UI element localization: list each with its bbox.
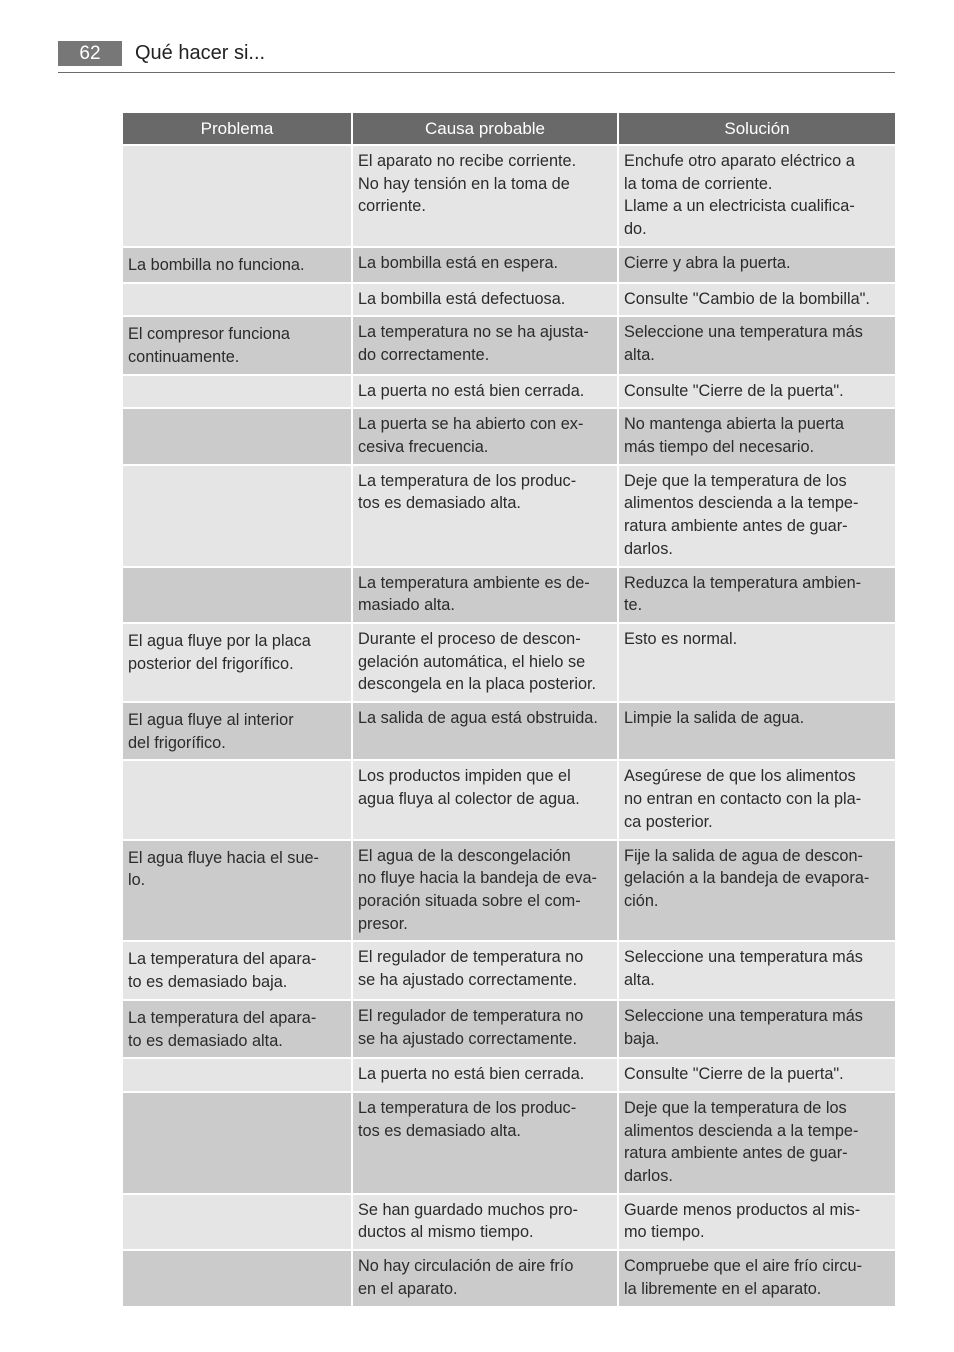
cause-text-line: No hay tensión en la toma de [358, 174, 570, 193]
cause-text-line: gelación automática, el hielo se [358, 652, 586, 671]
solution-text-line: gelación a la bandeja de evapora- [624, 869, 870, 888]
solution-text-line: Consulte "Cierre de la puerta". [624, 1065, 844, 1084]
problem-text-line: to es demasiado baja. [128, 973, 288, 992]
solution-text-line: do. [624, 220, 647, 239]
problem-text-line: El agua fluye por la placa [128, 631, 311, 650]
cause-text-line: se ha ajustado correctamente. [358, 1029, 578, 1048]
cause-text-line: La bombilla está defectuosa. [358, 289, 566, 308]
problem-cell [123, 1001, 351, 1057]
table-row [123, 1059, 895, 1091]
table-row [123, 1093, 895, 1193]
solution-cell [619, 317, 895, 373]
cause-text-line: no fluye hacia la bandeja de eva- [358, 869, 597, 888]
solution-cell [619, 1251, 895, 1305]
cause-text-line: ductos al mismo tiempo. [358, 1223, 534, 1242]
cause-cell [353, 466, 617, 566]
cause-cell [353, 1059, 617, 1091]
cause-cell [353, 1093, 617, 1193]
solution-cell [619, 1059, 895, 1091]
cause-text-line: El regulador de temperatura no [358, 948, 584, 967]
problem-cell [123, 317, 351, 373]
problem-cell [123, 146, 351, 246]
cause-text-line: corriente. [358, 197, 426, 216]
solution-text-line: ratura ambiente antes de guar- [624, 1144, 848, 1163]
solution-cell [619, 466, 895, 566]
table-row [123, 761, 895, 838]
solution-text-line: Reduzca la temperatura ambien- [624, 573, 862, 592]
solution-text-line: Consulte "Cambio de la bombilla". [624, 289, 870, 308]
solution-text-line: te. [624, 596, 643, 615]
solution-text-line: ción. [624, 891, 659, 910]
cause-text-line: El regulador de temperatura no [358, 1006, 584, 1025]
solution-text-line: Guarde menos productos al mis- [624, 1200, 861, 1219]
cause-text-line: masiado alta. [358, 596, 455, 615]
cause-text-line: presor. [358, 914, 408, 933]
cause-text-line: tos es demasiado alta. [358, 494, 521, 513]
problem-text-line: lo. [128, 871, 146, 890]
solution-text-line: Enchufe otro aparato eléctrico a [624, 152, 855, 170]
table-row [123, 284, 895, 316]
cause-text-line: La bombilla está en espera. [358, 253, 559, 272]
problem-text-line: posterior del frigorífico. [128, 654, 294, 673]
page-number: 62 [58, 41, 122, 66]
solution-text-line: Seleccione una temperatura más [624, 948, 863, 967]
troubleshooting-table [121, 111, 897, 1308]
page-header [58, 40, 895, 73]
problem-cell [123, 624, 351, 701]
problem-cell [123, 568, 351, 622]
solution-text-line: la toma de corriente. [624, 174, 773, 193]
table-row [123, 1195, 895, 1249]
cause-text-line: agua fluya al colector de agua. [358, 790, 580, 809]
solution-text-line: Compruebe que el aire frío circu- [624, 1257, 862, 1276]
solution-cell [619, 841, 895, 941]
solution-text-line: Esto es normal. [624, 629, 738, 648]
solution-text-line: Deje que la temperatura de los [624, 471, 847, 490]
problem-text-line: El compresor funciona [128, 325, 290, 344]
solution-text-line: Fije la salida de agua de descon- [624, 846, 863, 865]
problem-cell [123, 248, 351, 282]
cause-cell [353, 284, 617, 316]
solution-cell [619, 1001, 895, 1057]
cause-text-line: La temperatura de los produc- [358, 471, 577, 490]
solution-cell [619, 1093, 895, 1193]
solution-text-line: mo tiempo. [624, 1223, 705, 1242]
solution-cell [619, 761, 895, 838]
solution-text-line: Llame a un electricista cualifica- [624, 197, 855, 216]
cause-text-line: El aparato no recibe corriente. [358, 152, 577, 170]
cause-cell [353, 568, 617, 622]
cause-cell [353, 841, 617, 941]
column-header-cause: Causa probable [353, 113, 617, 144]
table-row [123, 624, 895, 701]
problem-cell [123, 761, 351, 838]
cause-text-line: tos es demasiado alta. [358, 1121, 521, 1140]
cause-cell [353, 703, 617, 759]
table-row [123, 248, 895, 282]
cause-cell [353, 1001, 617, 1057]
cause-cell [353, 317, 617, 373]
table-row [123, 703, 895, 759]
solution-cell [619, 703, 895, 759]
problem-text-line: El agua fluye hacia el sue- [128, 848, 319, 867]
problem-cell [123, 376, 351, 408]
solution-cell [619, 942, 895, 998]
solution-cell [619, 376, 895, 408]
problem-cell [123, 1251, 351, 1305]
solution-text-line: Limpie la salida de agua. [624, 709, 805, 728]
cause-text-line: No hay circulación de aire frío [358, 1257, 574, 1276]
solution-cell [619, 409, 895, 463]
table-row [123, 1251, 895, 1305]
table-row [123, 942, 895, 998]
table-row [123, 317, 895, 373]
table-row [123, 1001, 895, 1057]
cause-cell [353, 409, 617, 463]
solution-cell [619, 1195, 895, 1249]
cause-text-line: descongela en la placa posterior. [358, 675, 597, 694]
solution-cell [619, 248, 895, 282]
problem-text-line: continuamente. [128, 347, 240, 366]
solution-text-line: darlos. [624, 1167, 673, 1186]
solution-text-line: más tiempo del necesario. [624, 438, 815, 457]
problem-text-line: La temperatura del apara- [128, 950, 317, 969]
cause-text-line: La puerta se ha abierto con ex- [358, 415, 584, 434]
cause-text-line: do correctamente. [358, 345, 490, 364]
cause-cell [353, 376, 617, 408]
problem-cell [123, 1195, 351, 1249]
cause-text-line: cesiva frecuencia. [358, 438, 489, 457]
solution-cell [619, 568, 895, 622]
column-header-solution: Solución [619, 113, 895, 144]
solution-text-line: No mantenga abierta la puerta [624, 415, 844, 434]
solution-text-line: la libremente en el aparato. [624, 1279, 822, 1298]
solution-text-line: ca posterior. [624, 812, 713, 831]
problem-cell [123, 466, 351, 566]
problem-cell [123, 1093, 351, 1193]
problem-text-line: to es demasiado alta. [128, 1031, 283, 1050]
solution-text-line: Seleccione una temperatura más [624, 323, 863, 342]
table-row [123, 409, 895, 463]
problem-cell [123, 703, 351, 759]
cause-cell [353, 146, 617, 246]
cause-text-line: poración situada sobre el com- [358, 891, 581, 910]
cause-text-line: La salida de agua está obstruida. [358, 709, 598, 728]
table-row [123, 841, 895, 941]
cause-text-line: El agua de la descongelación [358, 846, 571, 865]
cause-text-line: La puerta no está bien cerrada. [358, 1065, 585, 1084]
problem-cell [123, 942, 351, 998]
cause-text-line: La puerta no está bien cerrada. [358, 381, 585, 400]
cause-cell [353, 1195, 617, 1249]
problem-cell [123, 409, 351, 463]
solution-cell [619, 624, 895, 701]
page-title: Qué hacer si... [135, 42, 266, 64]
problem-cell [123, 841, 351, 941]
solution-text-line: alta. [624, 345, 655, 364]
table-body [123, 146, 895, 1306]
solution-text-line: darlos. [624, 539, 673, 558]
problem-text-line: La temperatura del apara- [128, 1008, 317, 1027]
cause-text-line: La temperatura ambiente es de- [358, 573, 590, 592]
cause-cell [353, 942, 617, 998]
cause-cell [353, 761, 617, 838]
table-row [123, 466, 895, 566]
table-row [123, 376, 895, 408]
cause-cell [353, 1251, 617, 1305]
solution-text-line: Asegúrese de que los alimentos [624, 767, 856, 786]
cause-cell [353, 248, 617, 282]
solution-text-line: Consulte "Cierre de la puerta". [624, 381, 844, 400]
solution-text-line: alimentos descienda a la tempe- [624, 494, 859, 513]
solution-text-line: Deje que la temperatura de los [624, 1098, 847, 1117]
table-header-row [123, 113, 895, 144]
solution-text-line: baja. [624, 1029, 660, 1048]
cause-text-line: Los productos impiden que el [358, 767, 571, 786]
cause-text-line: La temperatura no se ha ajusta- [358, 323, 589, 342]
solution-text-line: no entran en contacto con la pla- [624, 790, 862, 809]
cause-text-line: en el aparato. [358, 1279, 458, 1298]
table-row [123, 146, 895, 246]
solution-text-line: alta. [624, 971, 655, 990]
cause-text-line: se ha ajustado correctamente. [358, 971, 578, 990]
problem-text-line: El agua fluye al interior [128, 711, 294, 730]
solution-cell [619, 146, 895, 246]
problem-text-line: La bombilla no funciona. [128, 255, 305, 274]
problem-text-line: del frigorífico. [128, 733, 226, 752]
solution-text-line: ratura ambiente antes de guar- [624, 517, 848, 536]
problem-cell [123, 284, 351, 316]
solution-text-line: alimentos descienda a la tempe- [624, 1121, 859, 1140]
cause-text-line: Durante el proceso de descon- [358, 629, 581, 648]
solution-text-line: Cierre y abra la puerta. [624, 253, 791, 272]
problem-cell [123, 1059, 351, 1091]
solution-text-line: Seleccione una temperatura más [624, 1006, 863, 1025]
column-header-problem: Problema [123, 113, 351, 144]
cause-text-line: Se han guardado muchos pro- [358, 1200, 578, 1219]
cause-text-line: La temperatura de los produc- [358, 1098, 577, 1117]
solution-cell [619, 284, 895, 316]
cause-cell [353, 624, 617, 701]
table-row [123, 568, 895, 622]
